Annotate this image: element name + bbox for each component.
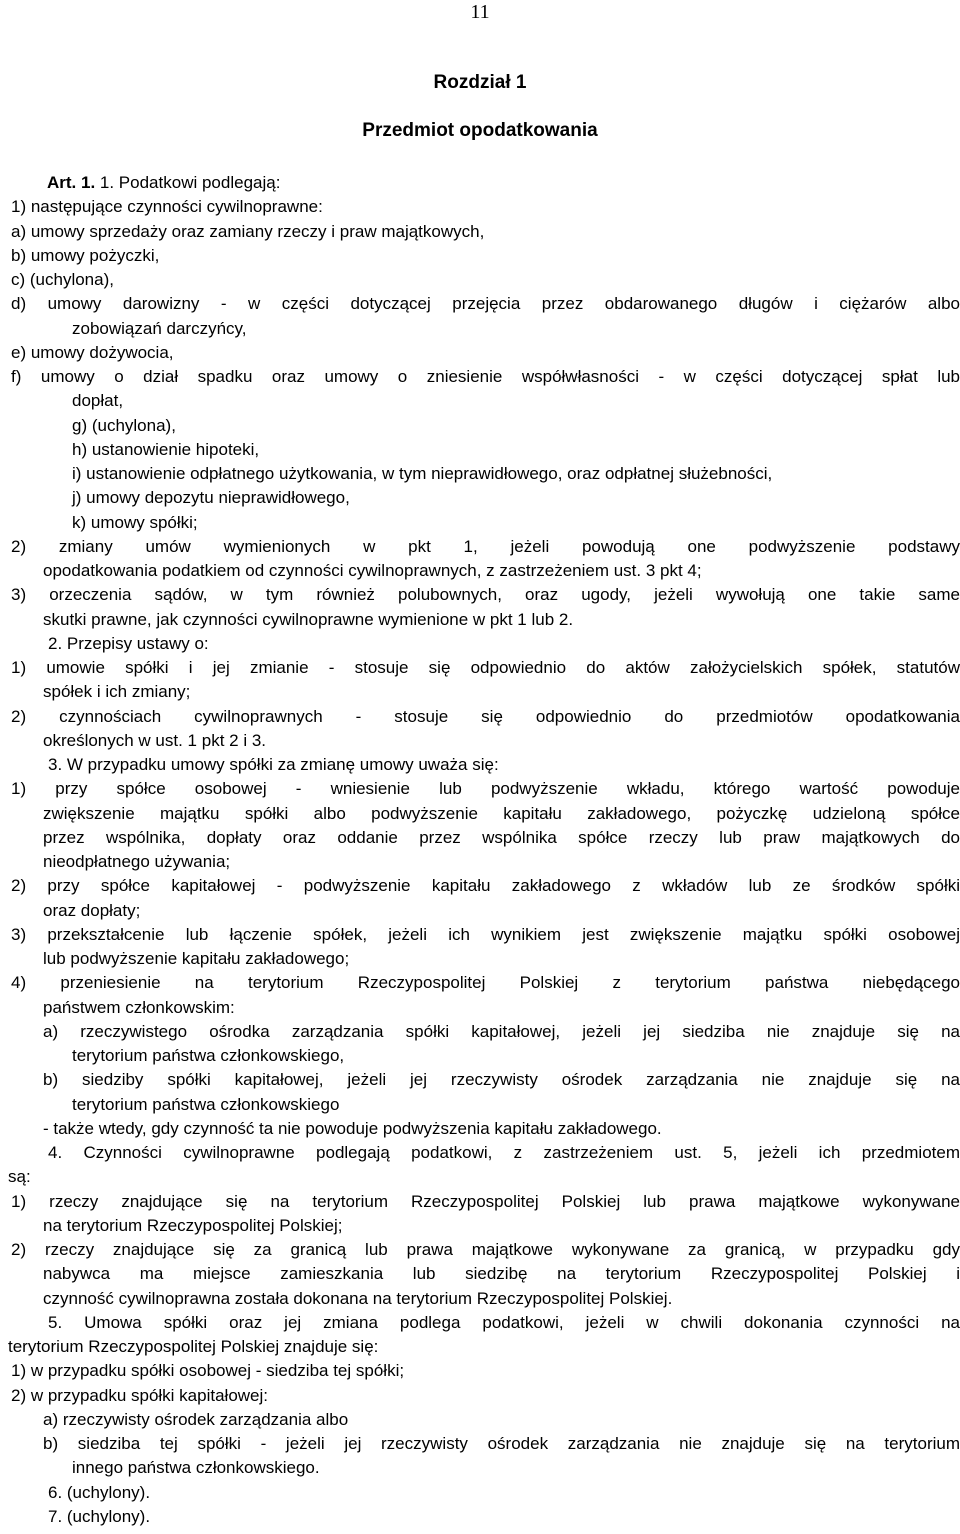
text-line: b) umowy pożyczki, bbox=[11, 245, 160, 265]
text-line: - także wtedy, gdy czynność ta nie powoduje podwyższenia kapitału zakładowego. bbox=[43, 1118, 662, 1138]
text-line: 3) przekształcenie lub łączenie spółek, jeżeli ich wynikiem jest zwiększenie majątku spółki osobowej bbox=[11, 924, 960, 944]
text-line: przez wspólnika, dopłaty oraz oddanie przez wspólnika spółce rzeczy lub praw majątkowych do bbox=[43, 827, 960, 847]
text-line: na terytorium Rzeczypospolitej Polskiej; bbox=[43, 1215, 343, 1235]
text-line: 2) rzeczy znajdujące się za granicą lub prawa majątkowe wykonywane za granicą, w przypadku gdy bbox=[11, 1240, 960, 1259]
text-line: innego państwa członkowskiego. bbox=[72, 1458, 320, 1478]
text-line: b) siedziba tej spółki - jeżeli jej rzeczywisty ośrodek zarządzania nie znajduje się na terytorium bbox=[43, 1434, 960, 1453]
text-line: terytorium państwa członkowskiego, bbox=[72, 1046, 345, 1065]
text-line: zwiększenie majątku spółki albo podwyższenie kapitału zakładowego, pożyczkę udzieloną spółce bbox=[43, 803, 960, 823]
text-line: 2) zmiany umów wymienionych w pkt 1, jeżeli powodują one podwyższenie podstawy bbox=[11, 536, 960, 556]
text-line: określonych w ust. 1 pkt 2 i 3. bbox=[43, 730, 266, 750]
text-line: 3. W przypadku umowy spółki za zmianę umowy uważa się: bbox=[48, 755, 499, 774]
text-line: dopłat, bbox=[72, 391, 124, 411]
text-line: 2) w przypadku spółki kapitałowej: bbox=[11, 1385, 269, 1405]
text-line: 4. Czynności cywilnoprawne podlegają podatkowi, z zastrzeżeniem ust. 5, jeżeli ich przedmiotem bbox=[48, 1143, 960, 1162]
text-line: a) rzeczywistego ośrodka zarządzania spółki kapitałowej, jeżeli jej siedziba nie znajduje się na bbox=[43, 1021, 960, 1041]
text-line: 3) orzeczenia sądów, w tym również polubownych, oraz ugody, jeżeli wywołują one takie same bbox=[11, 585, 960, 605]
text-line: 2) czynnościach cywilnoprawnych - stosuje się odpowiednio do przedmiotów opodatkowania bbox=[11, 706, 960, 726]
text-line: h) ustanowienie hipoteki, bbox=[72, 439, 260, 459]
text-line: 1) w przypadku spółki osobowej - siedziba tej spółki; bbox=[11, 1361, 405, 1381]
statute-body bbox=[0, 171, 960, 1529]
text-line: 6. (uchylony). bbox=[48, 1482, 151, 1502]
text-line: f) umowy o dział spadku oraz umowy o zniesienie współwłasności - w części dotyczącej spłat lub bbox=[11, 367, 960, 386]
text-line: a) rzeczywisty ośrodek zarządzania albo bbox=[43, 1409, 349, 1429]
text-line: 2) przy spółce kapitałowej - podwyższenie kapitału zakładowego z wkładów lub ze środków spółki bbox=[11, 876, 960, 896]
text-line: lub podwyższenie kapitału zakładowego; bbox=[43, 949, 350, 968]
text-line: terytorium Rzeczypospolitej Polskiej znajduje się: bbox=[8, 1337, 379, 1356]
text-line: 5. Umowa spółki oraz jej zmiana podlega podatkowi, jeżeli w chwili dokonania czynności na bbox=[48, 1312, 960, 1332]
chapter-heading: Rozdział 1 bbox=[433, 72, 527, 93]
text-line: e) umowy dożywocia, bbox=[11, 342, 174, 362]
text-line: są: bbox=[8, 1167, 31, 1187]
text-line: c) (uchylona), bbox=[11, 270, 114, 289]
text-line: nieodpłatnego używania; bbox=[43, 852, 231, 871]
text-line: d) umowy darowizny - w części dotyczącej przejęcia przez obdarowanego długów i ciężarów albo bbox=[11, 294, 960, 314]
article-label: Art. 1. bbox=[47, 173, 96, 192]
text-line bbox=[0, 171, 960, 195]
text-line: nabywca ma miejsce zamieszkania lub siedzibę na terytorium Rzeczypospolitej Polskiej i bbox=[43, 1264, 960, 1284]
text-line: zobowiązań darczyńcy, bbox=[72, 318, 247, 338]
text-line: terytorium państwa członkowskiego bbox=[72, 1094, 340, 1114]
text-line: 7. (uchylony). bbox=[48, 1506, 151, 1526]
text-line: skutki prawne, jak czynności cywilnoprawne wymienione w pkt 1 lub 2. bbox=[43, 609, 574, 629]
text-line: 1) umowie spółki i jej zmianie - stosuje się odpowiednio do aktów założycielskich spółek, statutów bbox=[11, 658, 960, 677]
page-number: 11 bbox=[470, 1, 490, 23]
text-line: j) umowy depozytu nieprawidłowego, bbox=[72, 488, 350, 508]
text-line: 1) rzeczy znajdujące się na terytorium Rzeczypospolitej Polskiej lub prawa majątkowe wykonywane bbox=[11, 1191, 960, 1211]
text-line: 1) następujące czynności cywilnoprawne: bbox=[11, 197, 323, 217]
text-line: 4) przeniesienie na terytorium Rzeczypospolitej Polskiej z terytorium państwa niebędącego bbox=[11, 973, 960, 993]
article-text: 1. Podatkowi podlegają: bbox=[95, 173, 281, 192]
text-line: k) umowy spółki; bbox=[72, 512, 198, 532]
chapter-title: Przedmiot opodatkowania bbox=[362, 120, 598, 141]
text-line: państwem członkowskim: bbox=[43, 997, 235, 1017]
text-line: opodatkowania podatkiem od czynności cywilnoprawnych, z zastrzeżeniem ust. 3 pkt 4; bbox=[43, 561, 702, 580]
text-line: czynność cywilnoprawna została dokonana na terytorium Rzeczypospolitej Polskiej. bbox=[43, 1288, 673, 1308]
text-line: i) ustanowienie odpłatnego użytkowania, w tym nieprawidłowego, oraz odpłatnej służebności, bbox=[72, 464, 773, 483]
text-line: 2. Przepisy ustawy o: bbox=[48, 633, 209, 653]
text-line: a) umowy sprzedaży oraz zamiany rzeczy i praw majątkowych, bbox=[11, 221, 485, 241]
text-line: b) siedziby spółki kapitałowej, jeżeli jej rzeczywisty ośrodek zarządzania nie znajduje się na bbox=[43, 1070, 960, 1090]
text-line: 1) przy spółce osobowej - wniesienie lub podwyższenie wkładu, którego wartość powoduje bbox=[11, 779, 960, 799]
text-line: oraz dopłaty; bbox=[43, 900, 141, 920]
text-line: g) (uchylona), bbox=[72, 415, 176, 435]
text-line: spółek i ich zmiany; bbox=[43, 682, 191, 702]
